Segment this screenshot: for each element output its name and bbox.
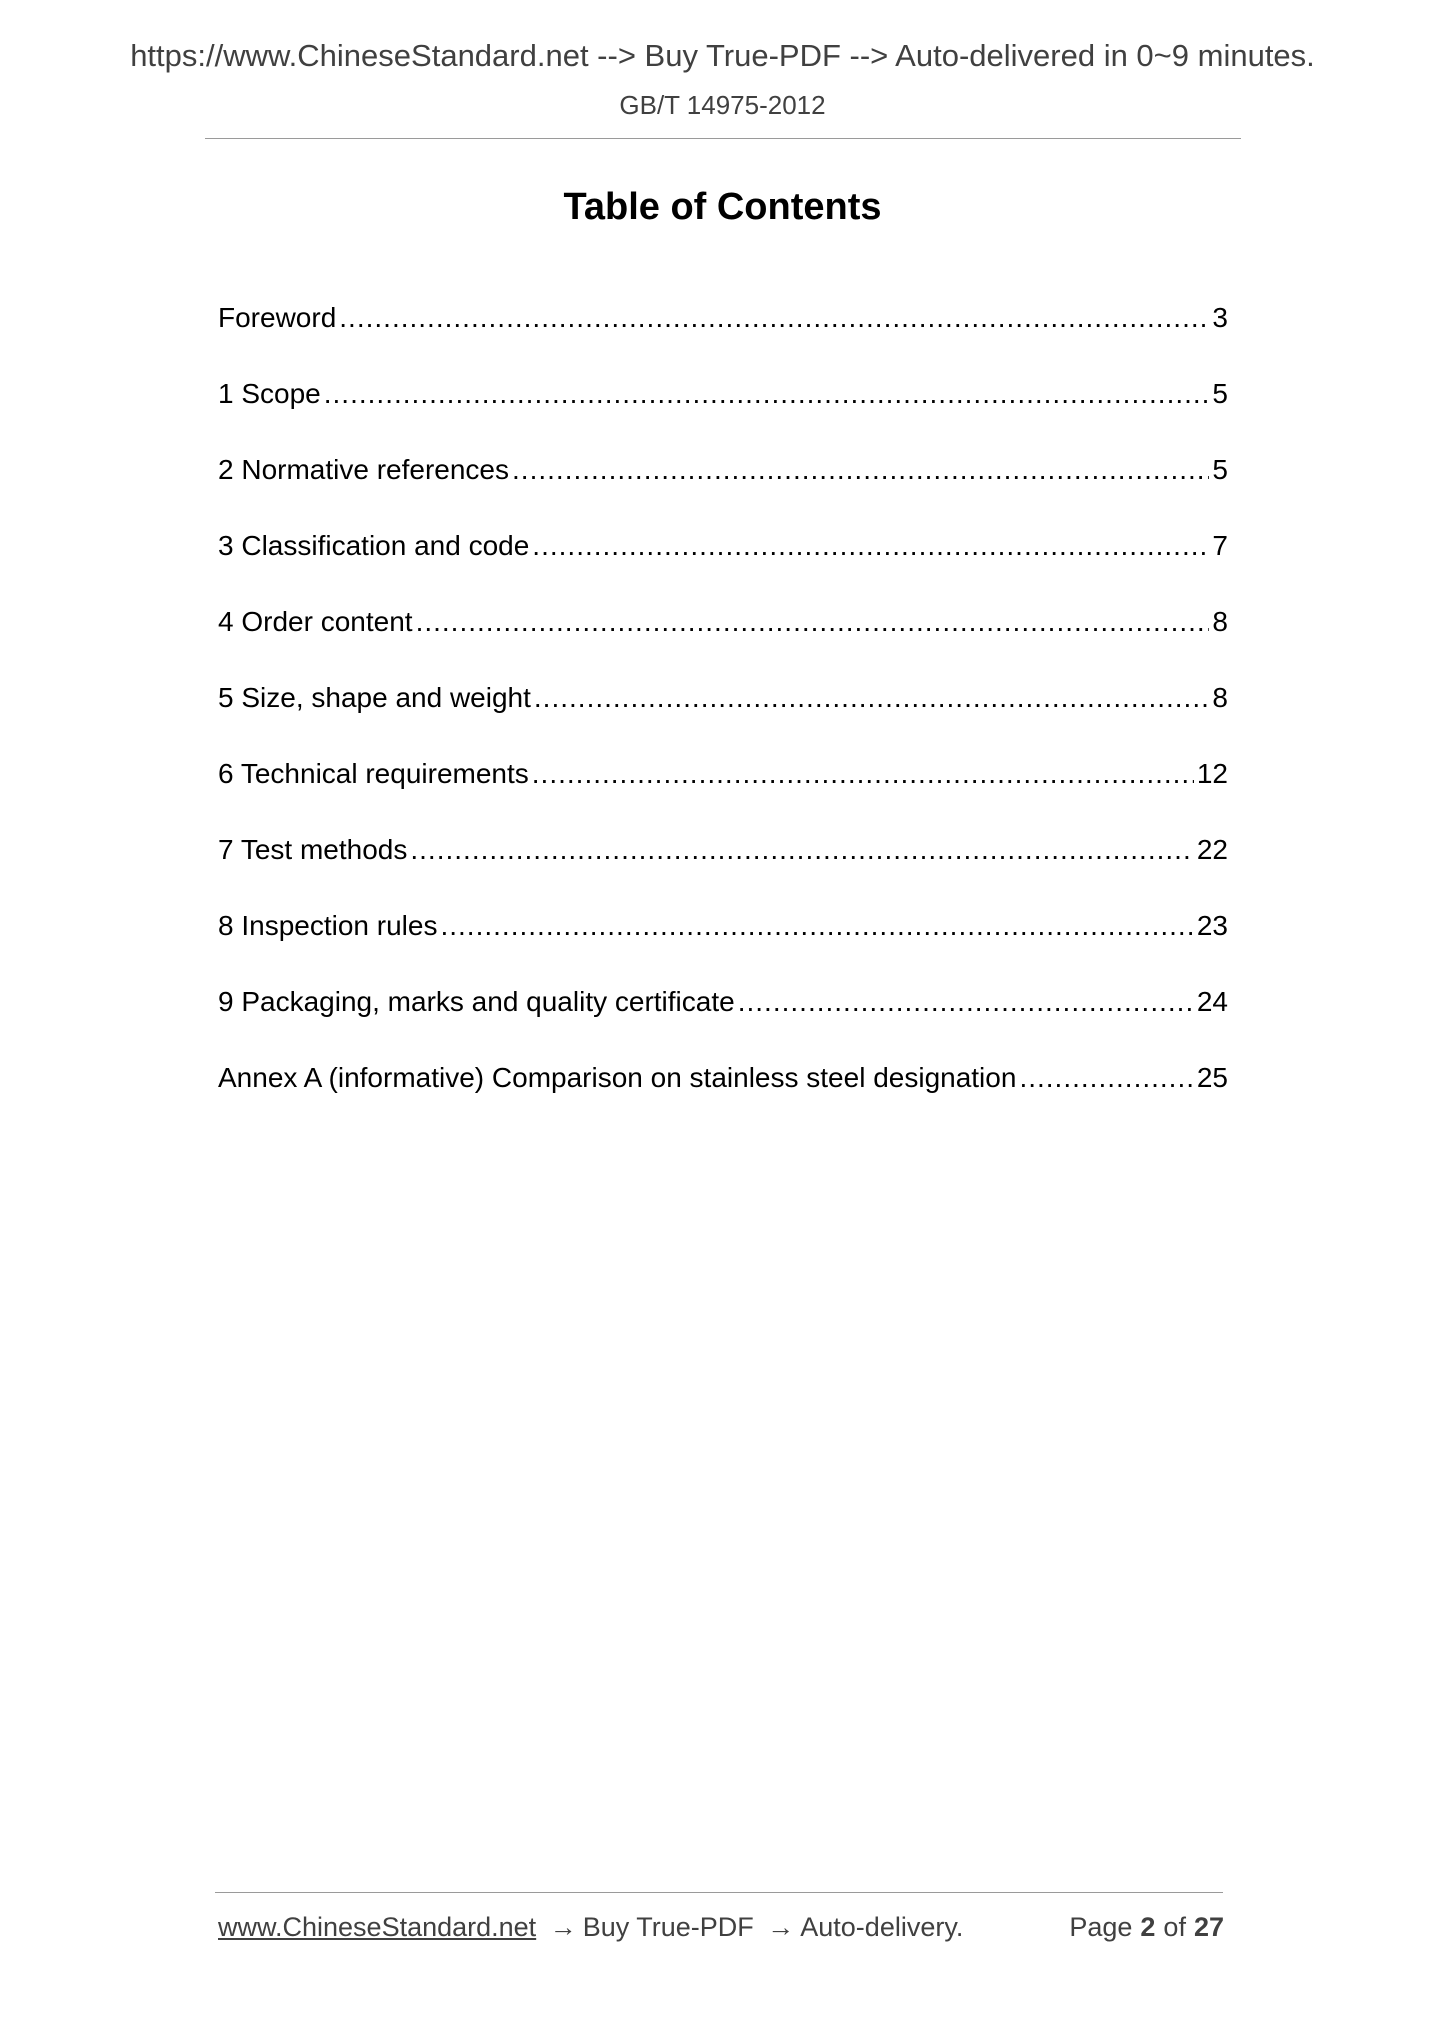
arrow-right-icon: →: [767, 1912, 795, 1942]
of-word: of: [1163, 1912, 1186, 1942]
toc-entry-label: 4 Order content: [218, 606, 413, 637]
footer-site-link[interactable]: www.ChineseStandard.net: [218, 1912, 537, 1942]
footer-divider: [215, 1892, 1223, 1893]
toc-entry-test-methods[interactable]: [218, 834, 1228, 910]
toc-entry-label: Foreword: [218, 302, 337, 333]
toc-entry-page: 5: [1212, 454, 1228, 485]
toc-entry-label: 5 Size, shape and weight: [218, 682, 531, 713]
toc-entry-page: 22: [1196, 834, 1228, 865]
toc-entry-classification-and-code[interactable]: [218, 530, 1228, 606]
toc-entry-inspection-rules[interactable]: [218, 910, 1228, 986]
toc-entry-packaging-marks-certificate[interactable]: [218, 986, 1228, 1062]
arrow-right-icon: →: [549, 1912, 577, 1942]
toc-dot-leader: [416, 606, 1210, 638]
toc-entry-page: 8: [1212, 606, 1228, 637]
toc-entry-label: 8 Inspection rules: [218, 910, 438, 941]
toc-entry-label: 3 Classification and code: [218, 530, 530, 561]
toc-dot-leader: [512, 454, 1209, 486]
toc-dot-leader: [440, 910, 1193, 942]
toc-entry-foreword[interactable]: [218, 302, 1228, 378]
top-banner[interactable]: https://www.ChineseStandard.net --> Buy True-PDF --> Auto-delivered in 0~9 minutes.: [130, 38, 1315, 73]
toc-dot-leader: [532, 530, 1209, 562]
toc-dot-leader: [532, 758, 1194, 790]
toc-entry-label: 7 Test methods: [218, 834, 408, 865]
footer-delivery-text: Auto-delivery.: [800, 1912, 964, 1942]
toc-entry-normative-references[interactable]: [218, 454, 1228, 530]
toc-dot-leader: [410, 834, 1193, 866]
toc-entry-page: 23: [1196, 910, 1228, 941]
toc-dot-leader: [738, 986, 1194, 1018]
toc-entry-label: 6 Technical requirements: [218, 758, 529, 789]
toc-entry-technical-requirements[interactable]: [218, 758, 1228, 834]
toc-entry-page: 12: [1196, 758, 1228, 789]
toc-entry-label: 1 Scope: [218, 378, 321, 409]
toc-entry-page: 7: [1212, 530, 1228, 561]
page-title: Table of Contents: [563, 186, 882, 228]
toc-entry-page: 5: [1212, 378, 1228, 409]
toc-entry-label: Annex A (informative) Comparison on stainless steel designation: [218, 1062, 1017, 1093]
toc-entry-scope[interactable]: [218, 378, 1228, 454]
toc-dot-leader: [339, 302, 1209, 334]
toc-entry-label: 9 Packaging, marks and quality certificate: [218, 986, 735, 1017]
current-page-number: 2: [1140, 1912, 1156, 1942]
total-pages-number: 27: [1193, 1912, 1224, 1942]
table-of-contents: [218, 302, 1228, 1138]
header-divider: [205, 138, 1241, 139]
toc-entry-page: 24: [1196, 986, 1228, 1017]
toc-dot-leader: [1019, 1062, 1193, 1094]
footer-promo: [218, 1912, 963, 1943]
page-indicator: [1069, 1912, 1224, 1943]
toc-entry-label: 2 Normative references: [218, 454, 510, 485]
toc-entry-order-content[interactable]: [218, 606, 1228, 682]
toc-entry-page: 25: [1196, 1062, 1228, 1093]
footer-buy-text: Buy True-PDF: [582, 1912, 754, 1942]
toc-dot-leader: [534, 682, 1210, 714]
toc-entry-annex-a[interactable]: [218, 1062, 1228, 1138]
toc-entry-page: 3: [1212, 302, 1228, 333]
standard-code: GB/T 14975-2012: [619, 90, 826, 120]
page-word: Page: [1069, 1912, 1133, 1942]
toc-dot-leader: [324, 378, 1210, 410]
toc-entry-size-shape-weight[interactable]: [218, 682, 1228, 758]
toc-entry-page: 8: [1212, 682, 1228, 713]
